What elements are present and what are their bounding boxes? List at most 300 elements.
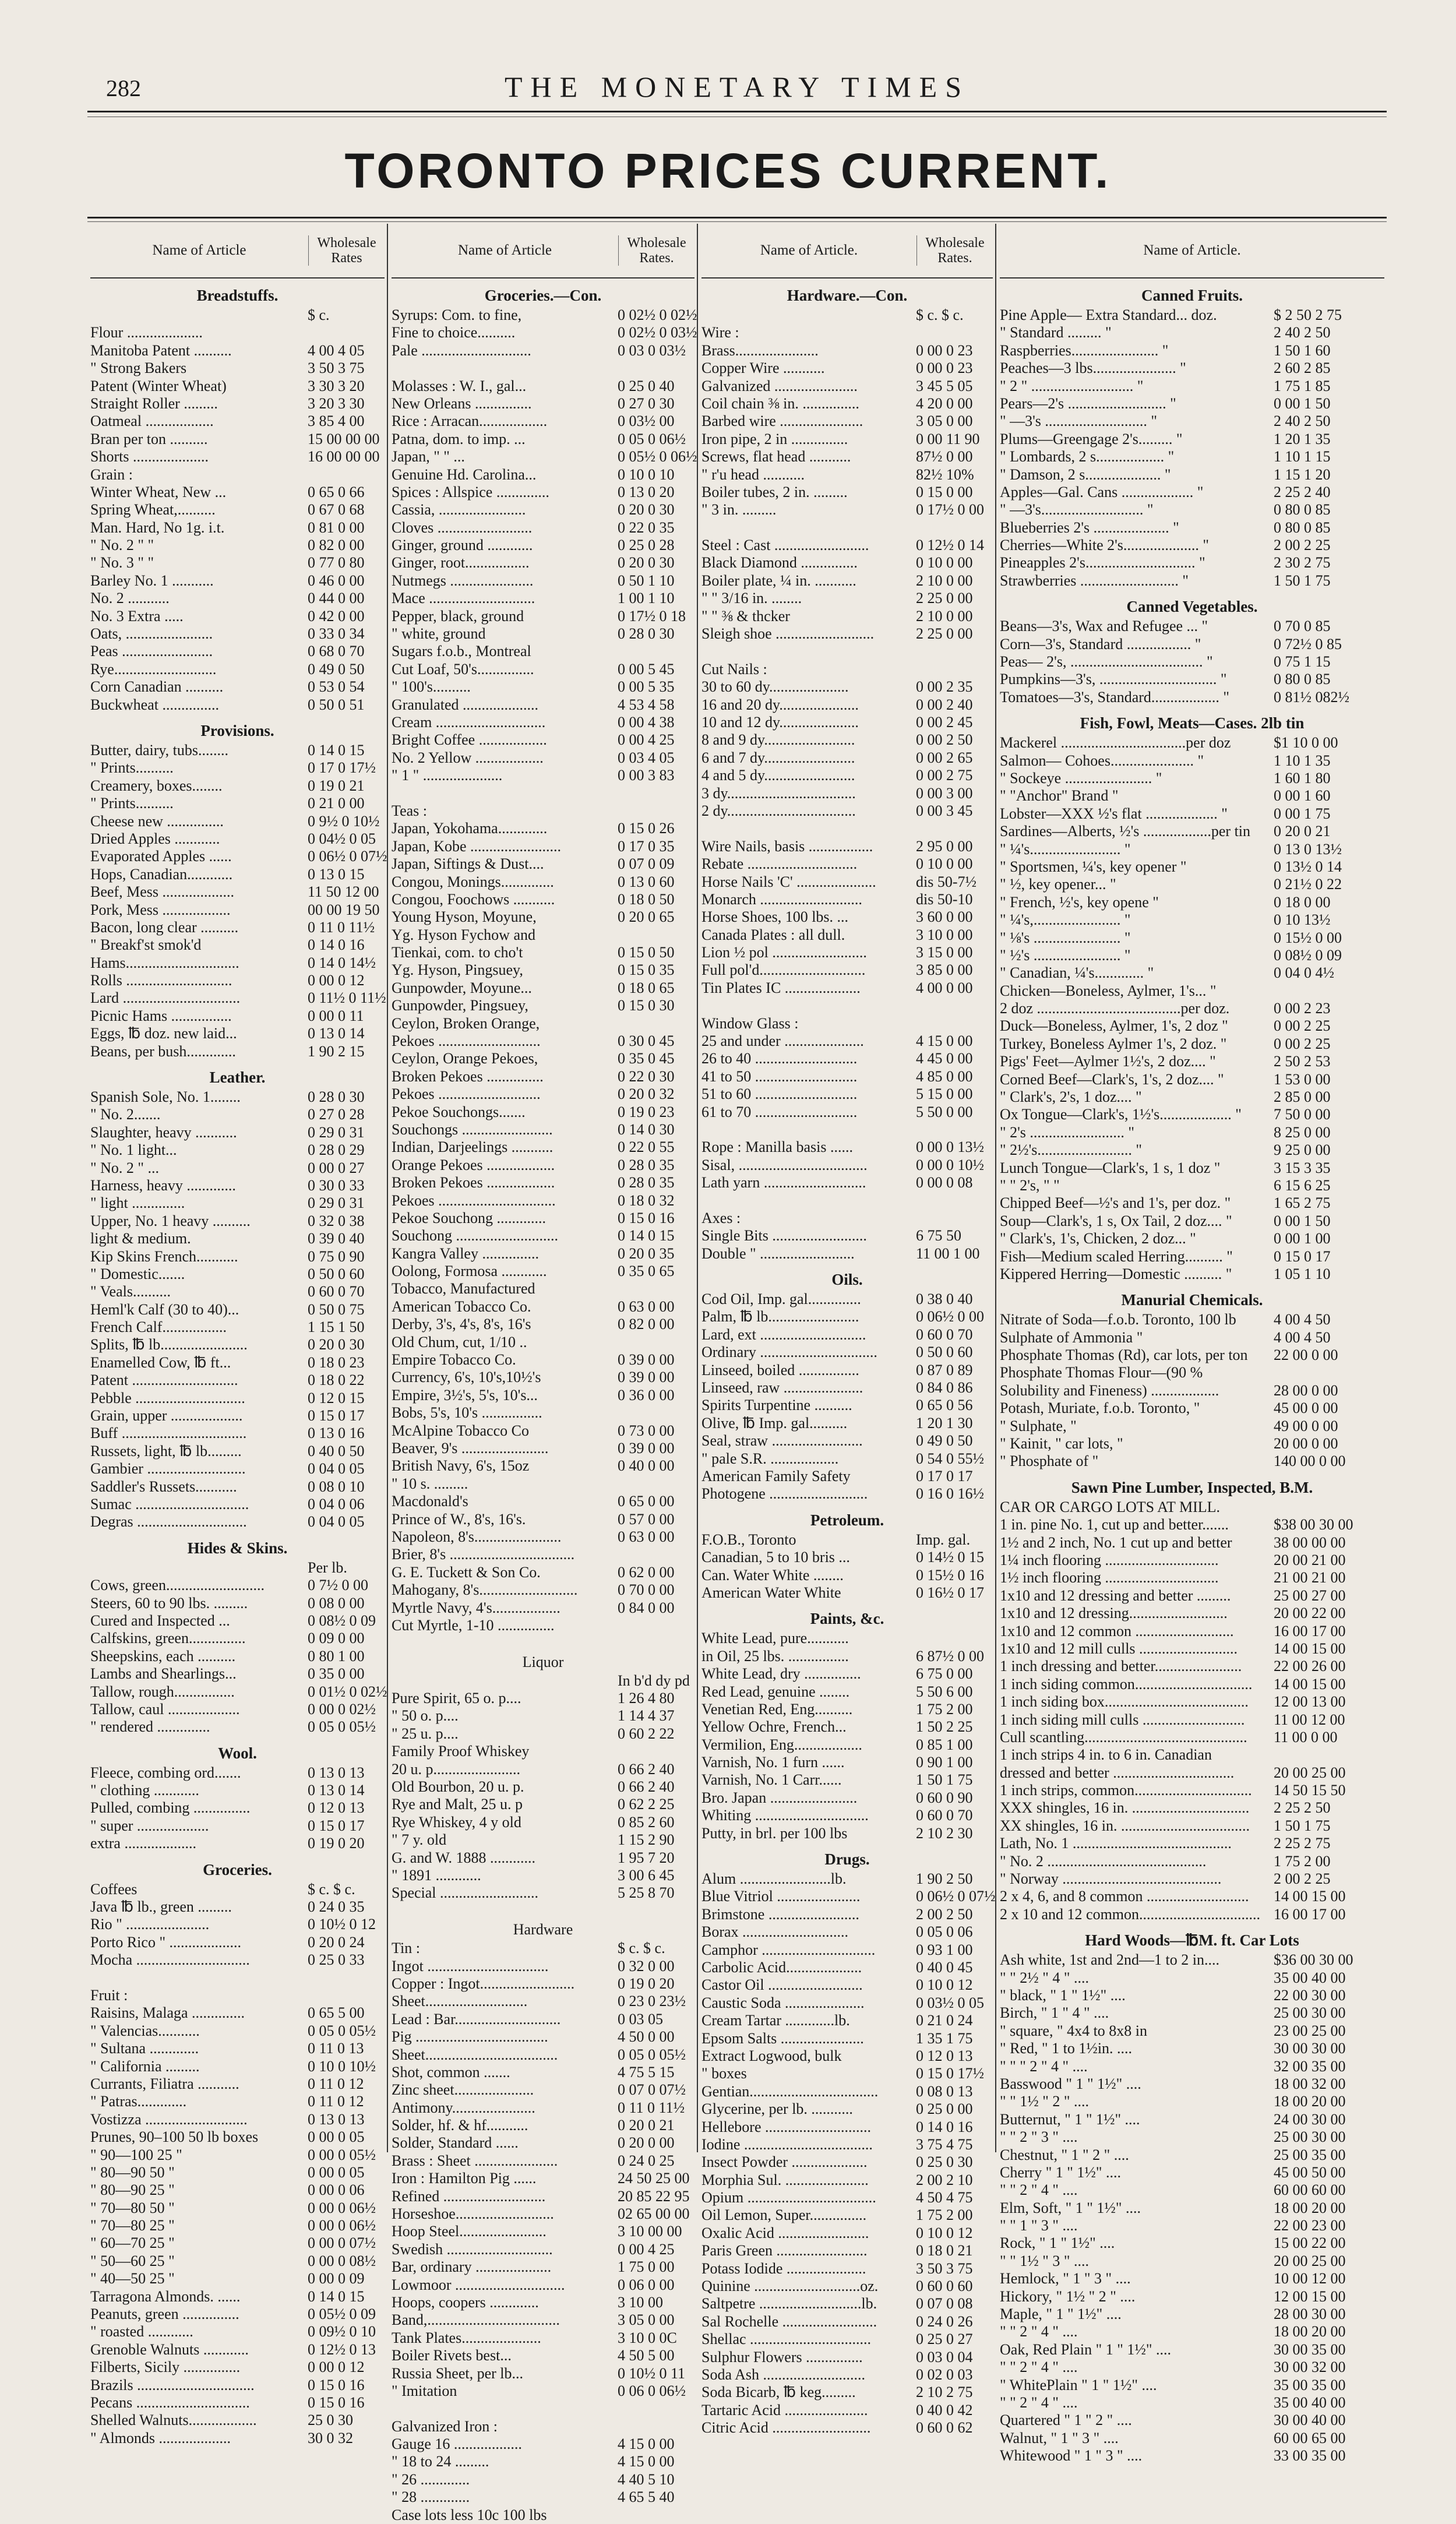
article-name: Pecans .............................. — [90, 2393, 250, 2411]
wholesale-rate: 35 00 40 00 — [1274, 2393, 1346, 2411]
article-name: Yg. Hyson, Pingsuey, — [392, 961, 523, 979]
wholesale-rate: 0 65 0 66 — [308, 483, 365, 500]
article-name: Fleece, combing ord....... — [90, 1764, 241, 1781]
article-name: Indian, Darjeelings ........... — [392, 1138, 554, 1156]
price-row — [701, 1397, 993, 1414]
article-name: Lath yarn ........................... — [701, 1174, 866, 1192]
wholesale-rate: 1 95 7 20 — [618, 1849, 675, 1866]
wholesale-rate: 4 00 0 00 — [916, 979, 973, 996]
article-name: American Tobacco Co. — [392, 1298, 531, 1315]
wholesale-rate: 0 08 0 10 — [308, 1478, 365, 1495]
wholesale-rate — [1270, 982, 1384, 1000]
wholesale-rate: 25 00 30 00 — [1274, 2004, 1346, 2022]
article-name: Derby, 3's, 4's, 8's, 16's — [392, 1316, 531, 1333]
wholesale-rate: 0 00 0 23 — [916, 359, 973, 377]
article-name: Family Proof Whiskey — [392, 1743, 530, 1760]
article-name: Oxalic Acid ........................ — [701, 2224, 869, 2241]
article-name: Rolls ............................ — [90, 972, 232, 989]
wholesale-rate: 0 24 0 35 — [308, 1898, 365, 1916]
wholesale-rate: 5 50 6 00 — [916, 1683, 973, 1700]
article-name: Peas— 2's, ................................... " — [1000, 653, 1213, 671]
price-row — [1000, 1382, 1384, 1400]
price-row — [701, 1432, 993, 1450]
price-row — [1000, 2234, 1384, 2252]
section-heading: Hardware.—Con. — [787, 287, 908, 304]
article-name: Prince of W., 8's, 16's. — [392, 1510, 526, 1528]
article-name: Swedish ............................ — [392, 2240, 553, 2258]
article-name: Pulled, combing ............... — [90, 1799, 251, 1817]
price-row — [1000, 2058, 1384, 2075]
price-row — [1000, 1212, 1384, 1230]
article-name: Upper, No. 1 heavy .......... — [90, 1212, 251, 1229]
price-row — [1000, 1053, 1384, 1070]
wholesale-rate: 0 20 0 30 — [618, 501, 675, 519]
article-name: American Water White — [701, 1584, 841, 1601]
wholesale-rate — [304, 1969, 385, 1987]
article-name: 10 and 12 dy..................... — [701, 713, 859, 731]
wholesale-rate: 0 66 2 40 — [618, 1778, 675, 1796]
price-row — [392, 2471, 694, 2488]
article-name: Patent (Winter Wheat) — [90, 377, 227, 394]
wholesale-rate: 0 60 2 22 — [618, 1725, 675, 1742]
wholesale-rate: 0 12 0 13 — [916, 2047, 973, 2064]
wholesale-rate: 1 15 1 50 — [308, 1319, 365, 1336]
article-name: Quinine ............................oz. — [701, 2278, 879, 2295]
article-name: " Valencias........... — [90, 2022, 200, 2039]
price-row — [1000, 2146, 1384, 2164]
price-row — [1000, 572, 1384, 590]
article-name: Lobster—XXX ½'s flat ................... " — [1000, 805, 1228, 822]
article-name: Lunch Tongue—Clark's, 1 s, 1 doz " — [1000, 1159, 1221, 1176]
article-name: Prunes, 90–100 50 lb boxes — [90, 2128, 259, 2146]
price-row — [701, 2349, 993, 2366]
article-name: Cull scantling........................................... — [1000, 1728, 1247, 1746]
wholesale-rate: 0 14 0 14½ — [308, 954, 376, 971]
price-row — [701, 2278, 993, 2295]
price-row — [1000, 2075, 1384, 2093]
article-name: Sugars f.o.b., Montreal — [392, 643, 531, 660]
column-header-rates: Wholesale Rates. — [618, 235, 694, 266]
wholesale-rate: 0 15½ 0 00 — [1274, 929, 1342, 946]
wholesale-rate: 0 05½ 0 09 — [308, 2306, 376, 2323]
article-name: " Clark's, 1's, Chicken, 2 doz... " — [1000, 1230, 1196, 1247]
price-row — [392, 1707, 694, 1725]
article-name: Black Diamond ............... — [701, 554, 858, 572]
price-row — [90, 1177, 385, 1194]
article-name — [392, 785, 614, 802]
article-name: " square, " 4x4 to 8x8 in — [1000, 2022, 1148, 2039]
price-row — [701, 1665, 993, 1683]
article-name: Granulated .................... — [392, 696, 539, 713]
article-name: 20 u. p....................... — [392, 1760, 520, 1778]
article-name: Manitoba Patent .......... — [90, 341, 232, 359]
price-row — [701, 643, 993, 660]
wholesale-rate: 4 00 4 50 — [1274, 1311, 1331, 1328]
wholesale-rate: 1 26 4 80 — [618, 1690, 675, 1707]
article-name: Lard, ext ............................ — [701, 1326, 866, 1343]
article-name: " " 2 " 3 " .... — [1000, 2128, 1078, 2146]
wholesale-rate: 0 13 0 13½ — [1274, 840, 1342, 858]
wholesale-rate: 0 04 0 4½ — [1274, 964, 1334, 982]
price-row — [392, 1581, 694, 1599]
wholesale-rate: $ c. $ c. — [916, 306, 964, 323]
price-row — [90, 378, 385, 395]
wholesale-rate: 0 40 0 00 — [618, 1457, 675, 1475]
price-row — [701, 2136, 993, 2153]
wholesale-rate: 0 12 0 15 — [308, 1389, 365, 1406]
article-name: 1x10 and 12 common .......................... — [1000, 1622, 1234, 1640]
article-name: Canadian, 5 to 10 bris ... — [701, 1549, 850, 1566]
article-name: Double " ......................... — [701, 1245, 855, 1262]
article-name: Boiler tubes, 2 in. ......... — [701, 483, 848, 500]
wholesale-rate: 0 93 1 00 — [916, 1941, 973, 1958]
article-name: Russia Sheet, per lb... — [392, 2364, 524, 2382]
article-name: " Sockeye ....................... " — [1000, 769, 1162, 787]
wholesale-rate: 0 62 0 00 — [618, 1563, 675, 1581]
price-row — [701, 979, 993, 997]
article-name: Flour .................... — [90, 324, 203, 341]
section-note: CAR OR CARGO LOTS AT MILL. — [1000, 1498, 1221, 1515]
article-name: No. 3 Extra ..... — [90, 607, 184, 625]
wholesale-rate — [614, 1015, 694, 1032]
article-name: " Red, " 1 to 1½in. .... — [1000, 2040, 1133, 2057]
section-heading: Hides & Skins. — [187, 1539, 288, 1557]
price-row — [90, 2111, 385, 2128]
price-row — [701, 2100, 993, 2118]
wholesale-rate: 0 70 0 85 — [1274, 618, 1331, 635]
wholesale-rate: 2 30 2 75 — [1274, 554, 1331, 572]
price-row — [1000, 1693, 1384, 1711]
price-row — [392, 1690, 694, 1707]
price-row — [701, 1291, 993, 1308]
price-row — [1000, 1435, 1384, 1453]
article-name: Cows, green.......................... — [90, 1577, 265, 1594]
wholesale-rate: 2 10 0 00 — [916, 572, 973, 589]
price-row — [90, 972, 385, 989]
price-row — [1000, 1194, 1384, 1212]
article-name: " Kainit, " car lots, " — [1000, 1435, 1123, 1453]
price-row — [701, 1807, 993, 1824]
article-name: Boiler Rivets best... — [392, 2347, 512, 2364]
article-name: Tallow, caul ................... — [90, 1700, 240, 1718]
price-row — [1000, 1311, 1384, 1328]
article-name: Oak, Red Plain " 1 " 1½" .... — [1000, 2340, 1171, 2358]
article-name: Photogene .......................... — [701, 1485, 868, 1503]
article-name: Ash white, 1st and 2nd—1 to 2 in.... — [1000, 1951, 1219, 1969]
wholesale-rate: 0 00 0 02½ — [308, 1700, 376, 1718]
wholesale-rate: 0 00 0 06½ — [308, 2217, 376, 2234]
article-name — [392, 1634, 614, 1652]
price-row — [701, 2225, 993, 2242]
price-row — [90, 2288, 385, 2306]
wholesale-rate: 0 15½ 0 16 — [916, 1566, 984, 1584]
article-name: " Patras............. — [90, 2093, 187, 2110]
article-name: Pekoe Souchongs....... — [392, 1103, 526, 1120]
article-name: Syrups: Com. to fine, — [392, 306, 522, 323]
article-name: " " 2 " 4 " .... — [1000, 2323, 1078, 2340]
wholesale-rate: 18 00 32 00 — [1274, 2075, 1346, 2092]
article-name: " 1891 ............ — [392, 1866, 481, 1884]
price-row — [1000, 2252, 1384, 2270]
price-row — [1000, 1534, 1384, 1552]
price-row — [701, 2331, 993, 2348]
article-name: Coil chain ⅜ in. ............... — [701, 394, 859, 412]
price-row — [701, 501, 993, 519]
wholesale-rate: 23 00 25 00 — [1274, 2022, 1346, 2039]
price-row — [392, 1672, 694, 1690]
price-row — [392, 2418, 694, 2435]
wholesale-rate: 0 05 0 05½ — [308, 1718, 376, 1736]
wholesale-rate: 0 20 0 30 — [308, 1336, 365, 1353]
article-name: Zinc sheet..................... — [392, 2081, 534, 2099]
wholesale-rate — [912, 643, 993, 660]
article-name: Hops, Canadian............ — [90, 865, 233, 883]
article-name: 1 inch strips, common............................... — [1000, 1782, 1252, 1799]
price-row — [1000, 2412, 1384, 2429]
price-row — [1000, 689, 1384, 706]
price-row — [90, 395, 385, 413]
price-row — [392, 2188, 694, 2205]
price-row — [701, 1104, 993, 1121]
wholesale-rate: 0 67 0 68 — [308, 501, 365, 519]
article-name: 1x10 and 12 dressing.......................... — [1000, 1605, 1228, 1622]
price-row — [1000, 342, 1384, 359]
article-name: " " 1½ " 2 " .... — [1000, 2093, 1089, 2110]
price-row — [392, 484, 694, 501]
wholesale-rate: 4 45 0 00 — [916, 1050, 973, 1067]
wholesale-rate: 2 85 0 00 — [1274, 1088, 1331, 1106]
price-row — [392, 2099, 694, 2117]
wholesale-rate: 2 00 2 25 — [1274, 537, 1331, 554]
article-name — [701, 1121, 912, 1138]
wholesale-rate: 4 50 0 00 — [618, 2028, 675, 2046]
price-row — [1000, 1569, 1384, 1587]
price-row — [1000, 1870, 1384, 1888]
price-row — [701, 767, 993, 784]
wholesale-rate: 0 02½ 0 03½ — [618, 324, 697, 341]
wholesale-rate: 0 18 0 32 — [618, 1192, 675, 1209]
wholesale-rate: 0 10½ 0 12 — [308, 1916, 376, 1933]
wholesale-rate: 1 20 1 35 — [1274, 430, 1331, 447]
wholesale-rate: 0 60 0 70 — [308, 1283, 365, 1300]
article-name: Mahogany, 8's.......................... — [392, 1581, 578, 1599]
wholesale-rate: 0 00 2 25 — [1274, 1017, 1331, 1035]
price-row — [1000, 378, 1384, 395]
article-name: French Calf................. — [90, 1319, 227, 1336]
article-name: Oatmeal .................. — [90, 413, 214, 430]
article-name: Shellac ................................ — [701, 2331, 872, 2348]
article-name: Oats, ....................... — [90, 625, 213, 643]
article-name: Beans—3's, Wax and Refugee ... " — [1000, 618, 1208, 635]
wholesale-rate — [614, 1617, 694, 1634]
price-row — [392, 2294, 694, 2311]
article-name: Brier, 8's ................................. — [392, 1546, 575, 1563]
wholesale-rate: 1 75 2 00 — [916, 2206, 973, 2224]
article-name: 6 and 7 dy........................ — [701, 749, 855, 766]
wholesale-rate: 1 50 1 75 — [1274, 1817, 1331, 1834]
price-row — [701, 1210, 993, 1227]
wholesale-rate: 14 50 15 50 — [1274, 1782, 1346, 1799]
article-name: Sulphur Flowers ............... — [701, 2348, 863, 2366]
price-row — [392, 1316, 694, 1333]
price-row — [392, 1121, 694, 1138]
price-row — [701, 1050, 993, 1067]
wholesale-rate: 0 03 05 — [618, 2010, 663, 2028]
price-row — [90, 2093, 385, 2110]
wholesale-rate: 0 15 0 17 — [308, 1407, 365, 1425]
table-top-rule — [87, 217, 1387, 218]
wholesale-rate: 0 11½ 0 11½ — [308, 989, 386, 1007]
wholesale-rate: 0 49 0 50 — [308, 660, 365, 678]
price-row — [90, 1764, 385, 1782]
article-name: " " 2 " 4 " .... — [1000, 2181, 1078, 2199]
price-row — [392, 1192, 694, 1210]
wholesale-rate: 0 06½ 0 07½ — [308, 848, 387, 865]
article-name: Window Glass : — [701, 1014, 799, 1032]
price-row — [701, 1468, 993, 1485]
article-name: Alum ........................lb. — [701, 1870, 847, 1888]
wholesale-rate: 8 25 0 00 — [1274, 1123, 1331, 1141]
wholesale-rate: 1 75 1 85 — [1274, 377, 1331, 394]
article-name: Bran per ton .......... — [90, 430, 208, 447]
article-name: " —3's........................... " — [1000, 501, 1154, 519]
price-row — [392, 537, 694, 554]
price-row — [392, 2347, 694, 2364]
price-row — [701, 997, 993, 1014]
wholesale-rate — [614, 1475, 694, 1493]
wholesale-rate: 0 00 0 07½ — [308, 2234, 376, 2252]
price-row — [701, 1192, 993, 1210]
article-name: Whiting .............................. — [701, 1807, 869, 1824]
article-name: Tienkai, com. to cho't — [392, 944, 523, 961]
wholesale-rate: 3 10 00 — [618, 2293, 663, 2311]
price-row — [701, 926, 993, 944]
wholesale-rate: 1 60 1 80 — [1274, 769, 1331, 787]
wholesale-rate — [614, 1404, 694, 1422]
price-row — [392, 714, 694, 731]
price-row — [1000, 2022, 1384, 2040]
price-row — [701, 1994, 993, 2012]
price-row — [90, 2377, 385, 2394]
price-row — [1000, 1951, 1384, 1969]
wholesale-rate — [614, 1334, 694, 1351]
article-name: Peaches—3 lbs...................... " — [1000, 359, 1186, 377]
wholesale-rate: 0 7½ 0 00 — [308, 1577, 368, 1594]
wholesale-rate: 0 00 3 00 — [916, 784, 973, 802]
article-name: Corn Canadian .......... — [90, 678, 224, 696]
wholesale-rate: 1 05 1 10 — [1274, 1265, 1331, 1282]
article-name: Pig ................................... — [392, 2028, 548, 2046]
wholesale-rate: In b'd dy pd — [618, 1672, 690, 1689]
wholesale-rate: 24 00 30 00 — [1274, 2110, 1346, 2128]
wholesale-rate: 35 00 40 00 — [1274, 1969, 1346, 1986]
article-name: Galvanized Iron : — [392, 2417, 498, 2435]
article-name: Walnut, " 1 " 3 " .... — [1000, 2429, 1119, 2447]
price-row — [90, 2234, 385, 2252]
price-row — [1000, 618, 1384, 635]
article-name: Shot, common ....... — [392, 2063, 510, 2081]
wholesale-rate: 2 25 2 40 — [1274, 483, 1331, 500]
price-row — [392, 2258, 694, 2276]
article-name: Spices : Allspice .............. — [392, 483, 549, 500]
article-name: " 60—70 25 " — [90, 2234, 175, 2252]
wholesale-rate: 2 10 2 30 — [916, 1824, 973, 1842]
wholesale-rate: $36 00 30 00 — [1274, 1951, 1353, 1969]
article-name: " 7 y. old — [392, 1831, 447, 1849]
wholesale-rate: 0 24 0 26 — [916, 2313, 973, 2330]
price-row — [392, 395, 694, 413]
wholesale-rate: 0 65 5 00 — [308, 2004, 365, 2022]
price-row — [701, 2313, 993, 2331]
wholesale-rate: 0 03½ 00 — [618, 413, 675, 430]
wholesale-rate: 9 25 0 00 — [1274, 1141, 1331, 1159]
price-row — [701, 2242, 993, 2259]
wholesale-rate: 20 85 22 95 — [618, 2187, 690, 2205]
article-name: Nitrate of Soda—f.o.b. Toronto, 100 lb — [1000, 1311, 1236, 1328]
wholesale-rate: 15 00 22 00 — [1274, 2234, 1346, 2252]
article-name: 1 inch siding box...................................... — [1000, 1693, 1249, 1711]
article-name: Caustic Soda ..................... — [701, 1994, 865, 2011]
price-row — [90, 2181, 385, 2199]
price-row — [90, 848, 385, 865]
article-name: " No. 2 .......................................... — [1000, 1852, 1207, 1870]
article-name: Hoops, coopers ............. — [392, 2293, 539, 2311]
article-name: Lowmoor ............................. — [392, 2276, 565, 2293]
price-row — [701, 1174, 993, 1192]
wholesale-rate: 1 50 2 25 — [916, 1718, 973, 1736]
price-row — [392, 2170, 694, 2187]
article-name: Patent ............................ — [90, 1372, 238, 1389]
article-name: Chestnut, " 1 " 2 " .... — [1000, 2146, 1129, 2163]
wholesale-rate: 4 53 4 58 — [618, 696, 675, 713]
price-row — [701, 1771, 993, 1789]
article-name: Full pol'd............................ — [701, 961, 866, 979]
article-name: Chipped Beef—½'s and 1's, per doz. " — [1000, 1194, 1231, 1212]
price-row — [701, 873, 993, 891]
article-name: Axes : — [701, 1209, 741, 1226]
price-row — [90, 2252, 385, 2270]
article-name: Old Chum, cut, 1/10 .. — [392, 1333, 527, 1351]
article-name: Beans, per bush............. — [90, 1042, 236, 1060]
article-name: Grenoble Walnuts ............ — [90, 2340, 249, 2358]
article-name: Russets, light, ℔ lb......... — [90, 1442, 242, 1460]
article-name: " French, ½'s, key opene " — [1000, 893, 1159, 911]
wholesale-rate: 2 50 2 53 — [1274, 1053, 1331, 1070]
section-heading: Sawn Pine Lumber, Inspected, B.M. — [1071, 1478, 1313, 1496]
article-name: " 80—90 50 " — [90, 2163, 175, 2181]
price-row — [701, 1379, 993, 1397]
price-row — [392, 466, 694, 484]
wholesale-rate: 60 00 65 00 — [1274, 2429, 1346, 2447]
article-name: Cut Nails : — [701, 660, 767, 678]
wholesale-rate: 4 20 0 00 — [916, 394, 973, 412]
price-row — [701, 537, 993, 554]
article-name: Solubility and Fineness) .................. — [1000, 1381, 1219, 1399]
wholesale-rate: 2 10 2 75 — [916, 2384, 973, 2401]
wholesale-rate: 1 35 1 75 — [916, 2029, 973, 2047]
price-row — [701, 696, 993, 714]
price-row — [90, 1683, 385, 1701]
wholesale-rate: 15 00 00 00 — [308, 430, 380, 447]
wholesale-rate: 0 06 0 00 — [618, 2276, 675, 2293]
wholesale-rate: 0 80 0 85 — [1274, 501, 1331, 519]
article-name: Japan, Yokohama............. — [392, 820, 548, 837]
wholesale-rate: 0 25 0 28 — [618, 537, 675, 554]
article-name: Chicken—Boneless, Aylmer, 1's... " — [1000, 982, 1217, 999]
price-row — [90, 1835, 385, 1852]
wholesale-rate: 0 00 4 25 — [618, 2240, 675, 2258]
price-row — [392, 997, 694, 1014]
